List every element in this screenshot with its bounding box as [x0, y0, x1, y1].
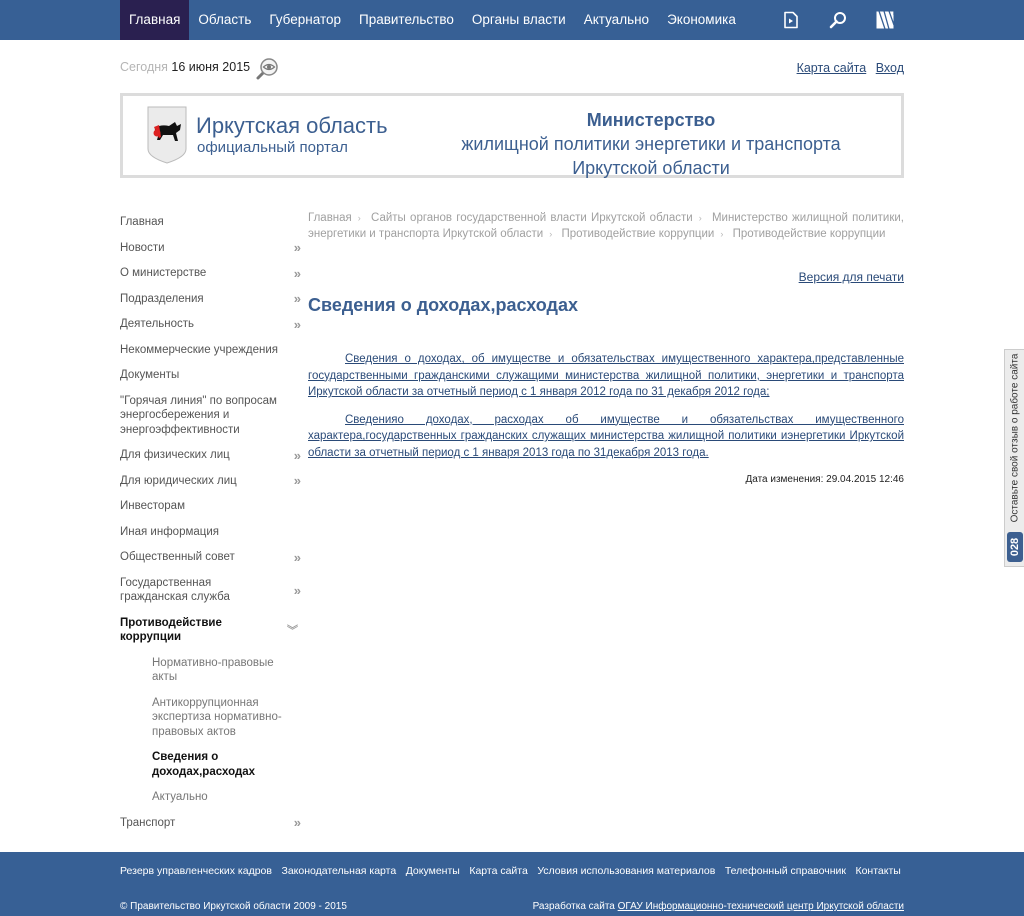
breadcrumb — [308, 210, 904, 242]
top-nav-icons — [778, 0, 919, 40]
chevron-right-icon[interactable]: » — [293, 473, 298, 488]
sidebar-item-civil-service[interactable] — [120, 571, 300, 611]
sidebar-item-home[interactable] — [120, 210, 300, 236]
copyright: © Правительство Иркутской области 2009 - 2015 — [120, 901, 347, 912]
region-subtitle: официальный портал — [197, 139, 348, 156]
nav-item-government[interactable]: Правительство — [359, 12, 454, 27]
chevron-right-icon[interactable]: » — [293, 815, 298, 830]
sidebar-item-label: "Горячая линия" по вопросам энергосбережения и энергоэффективности — [120, 394, 277, 436]
sidebar-item-public-council[interactable] — [120, 545, 300, 571]
sidebar-item-label: Транспорт — [120, 816, 176, 829]
sidebar-item-hotline[interactable] — [120, 389, 300, 444]
nav-item-region[interactable]: Область — [198, 12, 252, 27]
breadcrumb-item[interactable]: Противодействие коррупции — [561, 228, 715, 240]
sidebar-item-label: Противодействие коррупции — [120, 616, 222, 643]
breadcrumb-separator: › — [720, 229, 724, 239]
sidebar-item-nonprofits[interactable] — [120, 338, 300, 364]
chevron-right-icon[interactable]: » — [293, 447, 298, 463]
modified-date: Дата изменения: 29.04.2015 12:46 — [745, 474, 904, 485]
footer-link-phonebook[interactable]: Телефонный справочник — [724, 865, 846, 877]
chevron-right-icon[interactable]: » — [293, 291, 298, 306]
breadcrumb-item[interactable]: Главная — [308, 212, 352, 224]
breadcrumb-separator: › — [698, 213, 702, 223]
sidebar-item-anti-corruption[interactable] — [120, 611, 300, 651]
sidebar-item-label: Общественный совет — [120, 551, 235, 563]
sidebar-item-label: Новости — [120, 241, 165, 254]
sidebar-item-label: Документы — [120, 369, 180, 381]
sidebar-item-label: Государственная гражданская служба — [120, 576, 230, 603]
feedback-text: Оставьте свой отзыв о работе сайта — [1009, 353, 1020, 523]
developer-link[interactable]: ОГАУ Информационно-технический центр Иркутской области — [617, 901, 904, 912]
top-links — [791, 61, 904, 75]
footer-link-sitemap[interactable]: Карта сайта — [469, 865, 528, 877]
header-banner — [120, 93, 904, 178]
nav-item-actual[interactable]: Актуально — [583, 12, 650, 27]
footer-link-legislative-map[interactable]: Законодательная карта — [281, 865, 397, 877]
sitemap-link[interactable]: Карта сайта — [796, 61, 867, 75]
sidebar-item-label: Некоммерческие учреждения — [120, 343, 278, 356]
date-value: 16 июня 2015 — [171, 60, 251, 74]
sidebar-subitem-expertise[interactable]: Антикоррупционная экспертиза нормативно-правовых актов — [152, 696, 282, 738]
developer-credit — [533, 901, 904, 912]
chevron-right-icon[interactable]: » — [293, 265, 298, 281]
coat-of-arms-icon[interactable] — [147, 106, 187, 164]
sidebar-item-label: Для физических лиц — [120, 449, 230, 461]
ministry-title — [423, 108, 879, 180]
sidebar-subitem-income-info[interactable]: Сведения о доходах,расходах — [152, 751, 256, 778]
breadcrumb-item[interactable]: Сайты органов государственной власти Иркутской области — [371, 212, 693, 224]
sidebar-item-activity[interactable] — [120, 312, 300, 338]
chevron-right-icon[interactable]: » — [293, 316, 298, 332]
sidebar-item-about[interactable] — [120, 261, 300, 287]
sidebar-item-legal-entities[interactable] — [120, 469, 300, 495]
sidebar-subitem-regulations[interactable]: Нормативно-правовые акты — [152, 656, 274, 683]
income-2012-link[interactable]: Сведения о доходах, об имуществе и обязательствах имущественного характера,представленные государственными гражданскими служащими министерства жилищной политики, энергетики и транспорта Иркутской области за отчетный период с 1 января 2012 года по 31 декабря 2012 года; — [308, 353, 904, 398]
sidebar-item-label: Инвесторам — [120, 500, 185, 512]
sidebar-item-news[interactable] — [120, 236, 300, 262]
footer-link-documents[interactable]: Документы — [405, 865, 460, 877]
sidebar-item-transport[interactable] — [120, 811, 300, 837]
sidebar-item-divisions[interactable] — [120, 287, 300, 313]
video-file-icon[interactable] — [778, 0, 804, 40]
search-icon[interactable] — [825, 0, 851, 40]
top-navigation — [0, 0, 1024, 40]
login-link[interactable]: Вход — [875, 61, 904, 75]
feedback-badge — [1007, 532, 1023, 562]
nav-item-home[interactable]: Главная — [120, 0, 189, 40]
sidebar-item-investors[interactable] — [120, 494, 300, 520]
sidebar-menu — [120, 210, 300, 836]
footer-link-contacts[interactable]: Контакты — [855, 865, 901, 877]
page-title: Сведения о доходах,расходах — [308, 295, 578, 315]
ministry-line-3: Иркутской области — [572, 158, 730, 178]
content-paragraph — [308, 412, 904, 462]
breadcrumb-item[interactable]: Министерство жилищной политики, энергетики и транспорта Иркутской области — [308, 212, 905, 240]
sidebar-item-label: Для юридических лиц — [120, 474, 237, 487]
accessibility-icon[interactable] — [872, 0, 898, 40]
chevron-down-icon[interactable]: ︾ — [287, 624, 298, 637]
income-2013-link[interactable]: Сведенияо доходах, расходах об имуществе и обязательствах имущественного характера,государственных гражданских служащих министерства жилищной политики иэнергетики Иркутской области за отчетный период с 1 января 2013 года по 31декабря 2013 года. — [308, 413, 904, 459]
main-content — [308, 351, 904, 472]
sidebar-subitem-actual[interactable]: Актуально — [152, 791, 208, 803]
sidebar-item-other-info[interactable] — [120, 520, 300, 546]
sidebar-item-label: Иная информация — [120, 525, 220, 538]
chevron-right-icon[interactable]: » — [293, 240, 298, 255]
breadcrumb-separator: › — [549, 229, 553, 239]
sidebar-item-documents[interactable] — [120, 363, 300, 389]
date-label: Сегодня — [120, 60, 168, 74]
ministry-line-1: Министерство — [586, 110, 716, 130]
current-date — [120, 60, 250, 74]
sidebar-item-label: Подразделения — [120, 292, 204, 305]
footer-links — [120, 865, 910, 877]
low-vision-icon[interactable] — [255, 57, 279, 81]
developer-label: Разработка сайта — [532, 901, 615, 912]
footer-link-terms[interactable]: Условия использования материалов — [537, 865, 716, 877]
ministry-line-2: жилищной политики энергетики и транспорта — [461, 134, 841, 154]
footer — [0, 852, 1024, 916]
nav-item-authorities[interactable]: Органы власти — [471, 12, 566, 27]
print-version-link[interactable]: Версия для печати — [798, 270, 904, 284]
sidebar-item-label: Главная — [120, 216, 164, 228]
breadcrumb-item[interactable]: Противодействие коррупции — [732, 228, 886, 240]
footer-link-personnel-reserve[interactable]: Резерв управленческих кадров — [120, 865, 272, 877]
sidebar-item-individuals[interactable] — [120, 443, 300, 469]
content-paragraph — [308, 351, 904, 401]
breadcrumb-separator: › — [357, 213, 361, 223]
sidebar-item-label: Деятельность — [120, 318, 195, 330]
nav-item-economy[interactable]: Экономика — [667, 12, 736, 27]
region-title[interactable]: Иркутская область — [196, 113, 388, 138]
nav-item-governor[interactable]: Губернатор — [269, 12, 341, 27]
top-nav-items — [120, 0, 745, 40]
feedback-tab[interactable] — [1004, 349, 1024, 567]
sidebar-item-label: О министерстве — [120, 267, 207, 279]
chevron-right-icon[interactable]: » — [293, 582, 298, 598]
chevron-right-icon[interactable]: » — [293, 549, 298, 565]
feedback-count: 028 — [1009, 537, 1021, 557]
